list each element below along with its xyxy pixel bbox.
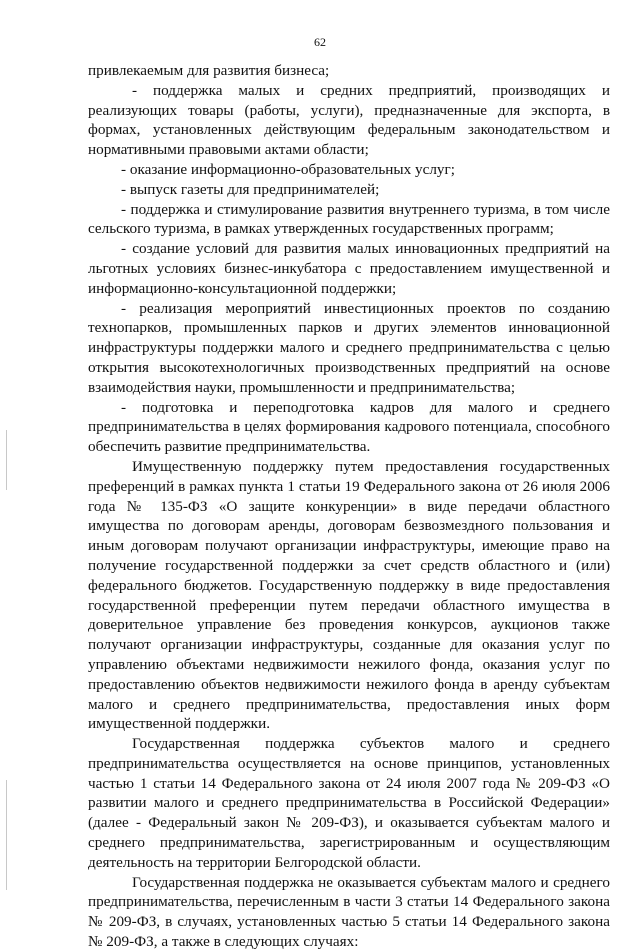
paragraph-continuation: привлекаемым для развития бизнеса; <box>88 62 330 79</box>
list-item-newspaper: - выпуск газеты для предпринимателей; <box>121 180 380 198</box>
list-item-business-incubator: - создание условий для развития малых инновационных предприятий на льготных условиях бизнес-инкубатора с предоставлением имущественной и информационно-консультационной поддержки; <box>88 240 610 297</box>
list-item-tourism: - поддержка и стимулирование развития внутреннего туризма, в том числе сельского туризма, в рамках утвержденных государственных программ; <box>88 200 610 238</box>
paragraph-support-principles: Государственная поддержка субъектов малого и среднего предпринимательства осуществляется на основе принципов, установленных частью 1 статьи 14 Федерального закона от 24 июля 2007 года № 209-ФЗ «О развитии малого и среднего предпринимательства в Российской Федерации» (далее - Федеральный закон № 209-ФЗ), и оказывается субъектам малого и среднего предпринимательства, зарегистрированным и осуществляющим деятельность на территории Белгородской области. <box>88 735 610 871</box>
page-number: 62 <box>314 35 326 49</box>
list-item-education-services: - оказание информационно-образовательных услуг; <box>121 160 455 178</box>
list-item-export-support: - поддержка малых и средних предприятий, производящих и реализующих товары (работы, услуги), предназначенные для экспорта, в формах, установленных действующим федеральным законодательством и нормативными правовыми актами области; <box>88 81 610 159</box>
scan-edge-mark <box>6 780 7 890</box>
scan-edge-mark <box>6 430 7 490</box>
paragraph-property-support: Имущественную поддержку путем предоставления государственных преференций в рамках пункта 1 статьи 19 Федерального закона от 26 июля 2006 года № 135-ФЗ «О защите конкуренции» в виде передачи областного имущества по договорам аренды, договорам безвозмездного пользования и иным договорам получают организации инфраструктуры, имеющие право на получение государственной поддержки за счет средств областного и (или) федерального бюджетов. Государственную поддержку в виде предоставления государственной преференции путем передачи областного имущества в доверительное управление без проведения конкурсов, аукционов также получают организации инфраструктуры, созданные для оказания услуг по управлению объектами недвижимости нежилого фонда, оказания услуг по предоставлению объектов недвижимости нежилого фонда в аренду субъектам малого и среднего предпринимательства, предоставления иных форм имущественной поддержки. <box>88 457 610 733</box>
list-item-technoparks: - реализация мероприятий инвестиционных проектов по созданию технопарков, промышленных парков и других элементов инновационной инфраструктуры поддержки малого и среднего предпринимательства с целью открытия высокотехнологичных производственных предприятий на основе взаимодействия науки, промышленности и предпринимательства; <box>88 299 610 396</box>
paragraph-support-exclusions: Государственная поддержка не оказывается субъектам малого и среднего предпринимательства, перечисленным в части 3 статьи 14 Федерального закона № 209-ФЗ, в случаях, установленных частью 5 статьи 14 Федерального закона № 209-ФЗ, а также в следующих случаях: <box>88 873 610 951</box>
list-item-staff-training: - подготовка и переподготовка кадров для малого и среднего предпринимательства в целях формирования кадрового потенциала, способного обеспечить развитие предпринимательства. <box>88 398 610 456</box>
page-body <box>88 61 610 952</box>
